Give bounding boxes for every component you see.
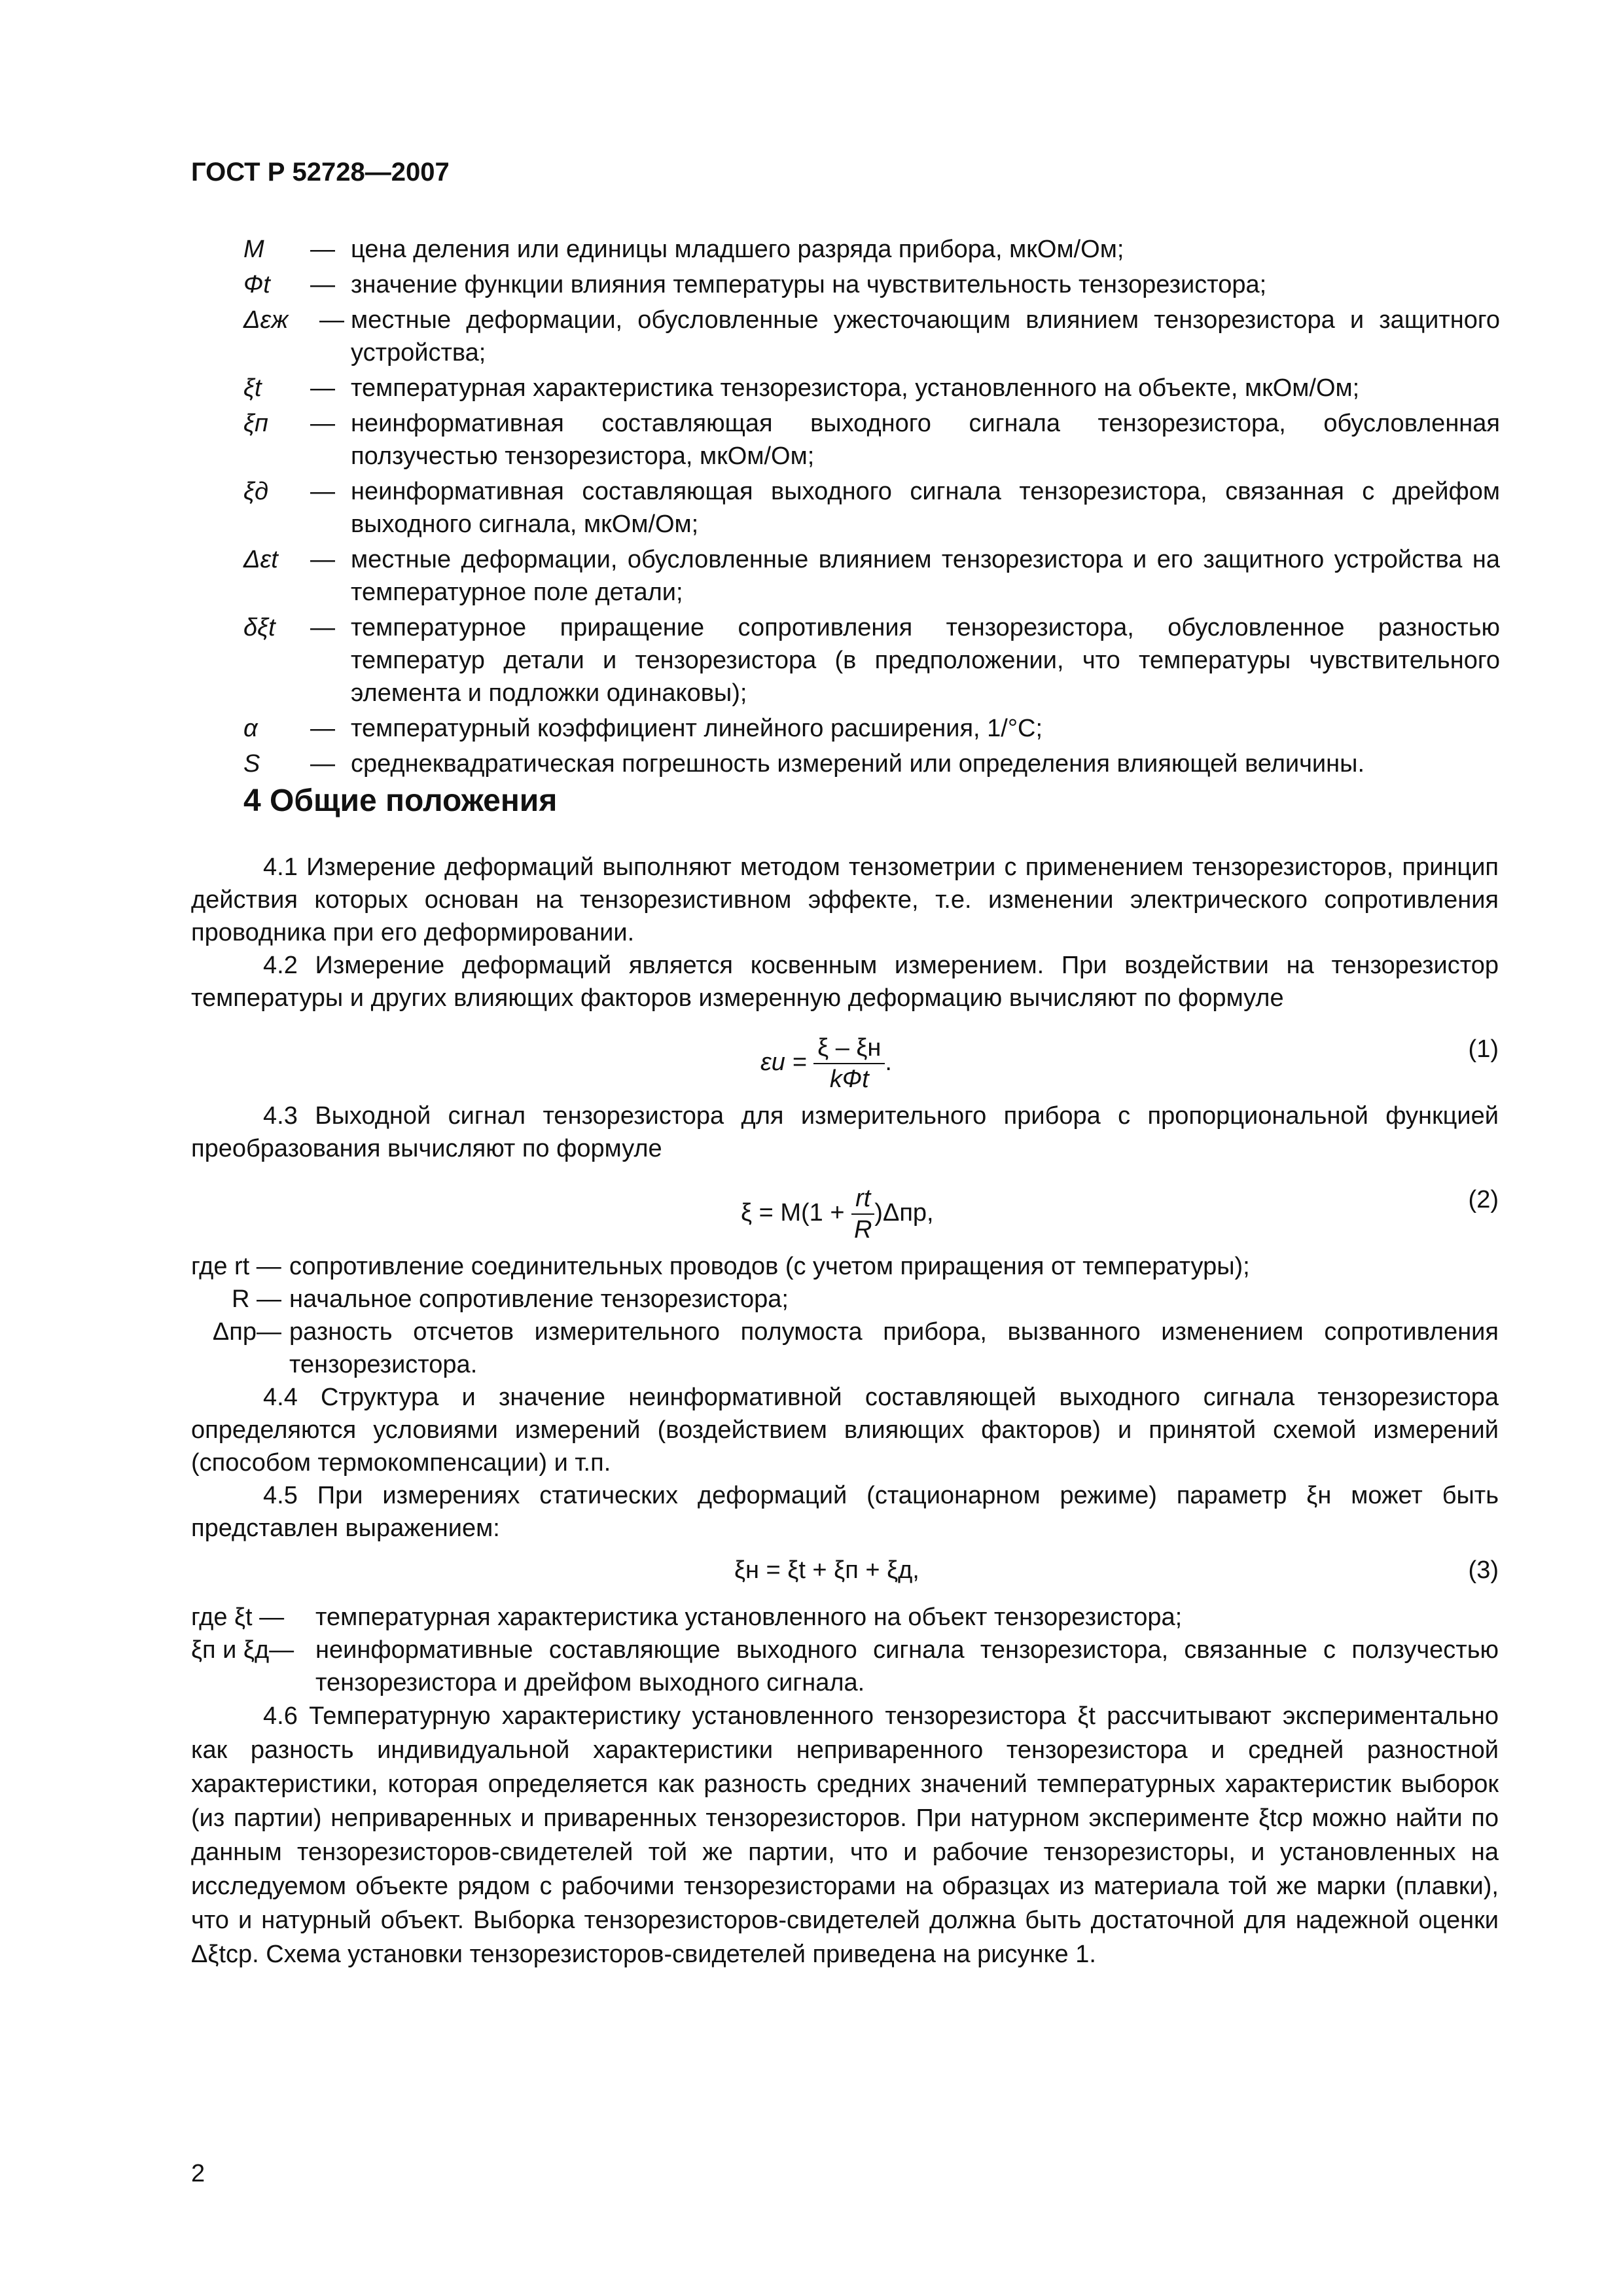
dash: — [310, 271, 335, 298]
formula-number: (2) [1468, 1186, 1499, 1213]
formula-3 [191, 1545, 1499, 1601]
dash: — [310, 546, 335, 573]
symbol-definitions [243, 233, 1500, 783]
fraction-numerator: ξ – ξн [813, 1033, 885, 1064]
definition-text: местные деформации, обусловленные влиянием тензорезистора и его защитного устройства на температурное поле детали; [351, 546, 1500, 606]
fraction-denominator: kФt [829, 1066, 869, 1093]
definition-text: среднеквадратическая погрешность измерений или определения влияющей величины. [351, 750, 1365, 778]
formula-tail: . [885, 1049, 892, 1077]
symbol: Фt [243, 271, 270, 298]
formula-2-expression [741, 1183, 934, 1245]
dash: — [319, 306, 344, 334]
formula-number: (3) [1468, 1556, 1499, 1584]
where-symbol: где ξt — [191, 1604, 285, 1631]
where-item [191, 1601, 1499, 1634]
definition-text: местные деформации, обусловленные ужесточающим влиянием тензорезистора и защитного устройства; [351, 306, 1500, 367]
fraction [851, 1183, 874, 1245]
fraction-denominator: R [853, 1216, 872, 1244]
section-heading: 4 Общие положения [243, 783, 558, 818]
definition-item [243, 304, 1500, 369]
paragraph-4-6: 4.6 Температурную характеристику установленного тензорезистора ξt рассчитывают экспериментально как разность индивидуальной характеристики неприваренного тензорезистора и средней разностной характеристики, которая определяется как разность средних значений температурных характеристик выборок (из партии) неприваренных и приваренных тензорезисторов. При натурном эксперименте ξtср можно найти по данным тензорезисторов-свидетелей той же партии, что и рабочие тензорезисторы, и установленных на исследуемом объекте рядом с рабочими тензорезисторами на образцах из материала той же марки (плавки), что и натурный объект. Выборка тензорезисторов-свидетелей должна быть достаточной для надежной оценки Δξtср. Схема установки тензорезисторов-свидетелей приведена на рисунке 1. [191, 1702, 1499, 1968]
formula-3-expression: ξн = ξt + ξп + ξд, [734, 1556, 919, 1584]
paragraph-4-1: 4.1 Измерение деформаций выполняют методом тензометрии с применением тензорезисторов, принцип действия которых основан на тензорезистивном эффекте, т.е. изменении электрического сопротивления проводника при его деформировании. [191, 853, 1499, 946]
definition-text: температурная характеристика тензорезистора, установленного на объекте, мкОм/Ом; [351, 374, 1360, 402]
where-text: неинформативные составляющие выходного сигнала тензорезистора, связанные с ползучестью тензорезистора и дрейфом выходного сигнала. [315, 1636, 1499, 1696]
definition-item [243, 543, 1500, 609]
dash: — [310, 410, 335, 437]
symbol: Δεt [243, 546, 278, 573]
definition-item [243, 475, 1500, 541]
section-body [191, 851, 1499, 1971]
where-symbol: R — [232, 1285, 281, 1313]
definition-item [243, 747, 1500, 780]
symbol: S [243, 750, 260, 778]
where-symbol: Δпр— [212, 1318, 281, 1346]
dash: — [310, 374, 335, 402]
symbol: ξп [243, 410, 268, 437]
symbol: δξt [243, 614, 276, 641]
definition-item [243, 268, 1500, 301]
where-symbol: ξп и ξд— [191, 1636, 294, 1664]
symbol: ξt [243, 374, 262, 402]
fraction [813, 1033, 885, 1094]
definition-item [243, 712, 1500, 745]
where-text: разность отсчетов измерительного полумоста прибора, вызванного изменением сопротивления тензорезистора. [289, 1318, 1499, 1378]
definition-text: температурный коэффициент линейного расширения, 1/°С; [351, 715, 1043, 742]
where-item [191, 1283, 1499, 1316]
where-text: сопротивление соединительных проводов (с учетом приращения от температуры); [289, 1253, 1250, 1280]
paragraph-4-4: 4.4 Структура и значение неинформативной составляющей выходного сигнала тензорезистора определяются условиями измерений (воздействием влияющих факторов) и принятой схемой измерений (способом термокомпенсации) и т.п. [191, 1384, 1499, 1477]
symbol: M [243, 236, 264, 263]
paragraph-4-2: 4.2 Измерение деформаций является косвенным измерением. При воздействии на тензорезистор температуры и других влияющих факторов измеренную деформацию вычисляют по формуле [191, 952, 1499, 1012]
definition-text: неинформативная составляющая выходного сигнала тензорезистора, связанная с дрейфом выходного сигнала, мкОм/Ом; [351, 478, 1500, 538]
symbol: ξд [243, 478, 268, 505]
fraction-numerator: rt [851, 1183, 874, 1215]
definition-item [243, 611, 1500, 709]
formula-1 [191, 1014, 1499, 1100]
definition-item [243, 233, 1500, 266]
formula-lhs: ξ = M(1 + [741, 1199, 845, 1227]
where-text: начальное сопротивление тензорезистора; [289, 1285, 789, 1313]
paragraph-4-5: 4.5 При измерениях статических деформаций (стационарном режиме) параметр ξн может быть представлен выражением: [191, 1482, 1499, 1542]
where-item [191, 1316, 1499, 1381]
definition-item [243, 407, 1500, 473]
definition-item [243, 372, 1500, 404]
symbol: α [243, 715, 258, 742]
page-number: 2 [191, 2160, 205, 2187]
dash: — [310, 236, 335, 263]
definition-text: температурное приращение сопротивления тензорезистора, обусловленное разностью температур детали и тензорезистора (в предположении, что температуры чувствительного элемента и подложки одинаковы); [351, 614, 1500, 707]
dash: — [310, 750, 335, 778]
symbol: Δεж [243, 306, 289, 334]
document-header: ГОСТ Р 52728—2007 [191, 158, 450, 187]
definition-text: значение функции влияния температуры на чувствительность тензорезистора; [351, 271, 1267, 298]
formula-number: (1) [1468, 1035, 1499, 1063]
formula-1-expression [760, 1033, 892, 1094]
dash: — [310, 614, 335, 641]
formula-lhs: εu = [760, 1049, 807, 1077]
where-item [191, 1250, 1499, 1283]
definition-text: цена деления или единицы младшего разряда прибора, мкОм/Ом; [351, 236, 1124, 263]
dash: — [310, 715, 335, 742]
where-symbol: где rt — [191, 1253, 281, 1280]
dash: — [310, 478, 335, 505]
paragraph-4-3: 4.3 Выходной сигнал тензорезистора для измерительного прибора с пропорциональной функцией преобразования вычисляют по формуле [191, 1102, 1499, 1162]
where-text: температурная характеристика установленного на объект тензорезистора; [315, 1604, 1183, 1631]
formula-tail: )Δпр, [874, 1199, 934, 1227]
where-item [191, 1634, 1499, 1699]
definition-text: неинформативная составляющая выходного сигнала тензорезистора, обусловленная ползучестью тензорезистора, мкОм/Ом; [351, 410, 1500, 470]
formula-2 [191, 1165, 1499, 1250]
